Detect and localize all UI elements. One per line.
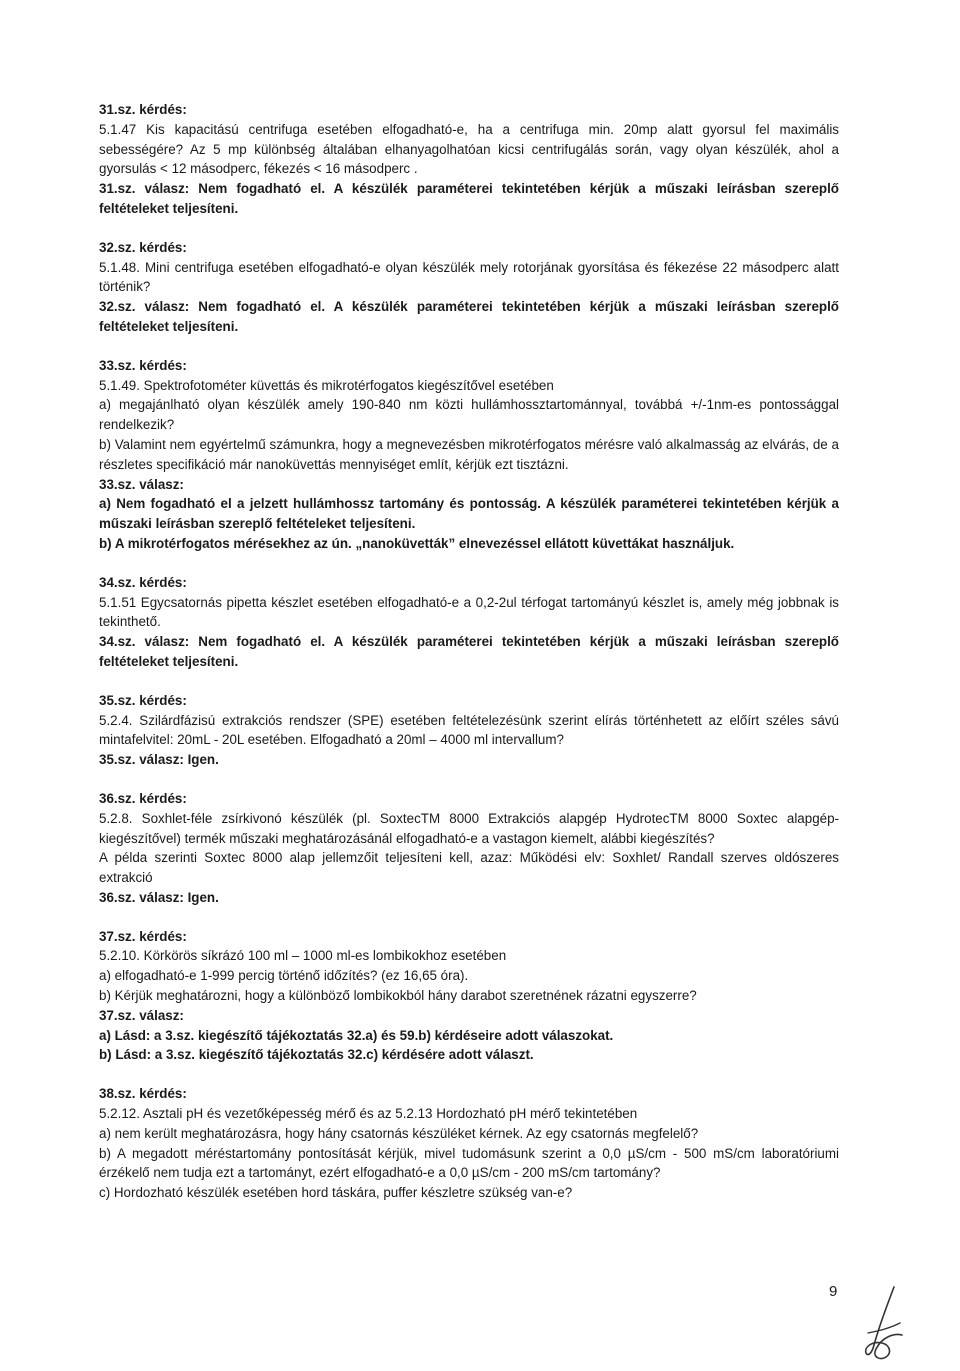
question-text-b: b) Kérjük meghatározni, hogy a különböző lombikokból hány darabot szeretnének rázatni egyszerre? bbox=[99, 988, 697, 1004]
qa-block-32 bbox=[99, 238, 839, 337]
question-text: 5.1.48. Mini centrifuga esetében elfogadható-e olyan készülék mely rotorjának gyorsítása és fékezése 22 másodperc alatt történik? bbox=[99, 259, 839, 295]
question-heading: 31.sz. kérdés: bbox=[99, 102, 187, 117]
question-text-b: b) A megadott méréstartomány pontosítását kérjük, mivel tudomásunk szerint a 0,0 µS/cm - 500 mS/cm laboratóriumi érzékelő nem tudja ezt a tartományt, ezért elfogadható-e a 0,0 µS/cm - 200 mS/cm tartomány? bbox=[99, 1145, 839, 1181]
question-text: 5.2.4. Szilárdfázisú extrakciós rendszer (SPE) esetében feltételezésünk szerint elírás történhetett az előírt széles sávú mintafelvitel: 20mL - 20L esetében. Elfogadható a 20ml – 4000 ml intervallum? bbox=[99, 712, 839, 748]
question-heading: 36.sz. kérdés: bbox=[99, 790, 187, 806]
question-text-example: A példa szerinti Soxtec 8000 alap jellemzőit teljesíteni kell, azaz: Működési elv: Soxhlet/ Randall szerves oldószeres extrakció bbox=[99, 850, 839, 886]
answer-text: 36.sz. válasz: Igen. bbox=[99, 889, 219, 905]
qa-block-35 bbox=[99, 691, 839, 770]
handwritten-signature bbox=[858, 1283, 908, 1363]
qa-block-34 bbox=[99, 573, 839, 672]
question-heading: 35.sz. kérdés: bbox=[99, 692, 187, 708]
question-text: 5.2.12. Asztali pH és vezetőképesség mérő és az 5.2.13 Hordozható pH mérő tekintetében bbox=[99, 1106, 638, 1122]
question-heading: 33.sz. kérdés: bbox=[99, 357, 187, 373]
question-text: 5.1.51 Egycsatornás pipetta készlet esetében elfogadható-e a 0,2-2ul térfogat tartományú készlet is, amely még jobbnak is tekinthető. bbox=[99, 594, 839, 630]
document-page bbox=[99, 100, 839, 1222]
answer-text: 32.sz. válasz: Nem fogadható el. A készülék paraméterei tekintetében kérjük a műszaki leírásban szereplő feltételeket teljesíteni. bbox=[99, 299, 839, 334]
question-heading: 34.sz. kérdés: bbox=[99, 574, 187, 590]
answer-text: 31.sz. válasz: Nem fogadható el. A készülék paraméterei tekintetében kérjük a műszaki leírásban szereplő feltételeket teljesíteni. bbox=[99, 181, 839, 216]
answer-text-a: a) Nem fogadható el a jelzett hullámhossz tartomány és pontosság. A készülék paraméterei tekintetében kérjük a műszaki leírásban szereplő feltételeket teljesíteni. bbox=[99, 496, 839, 532]
qa-block-38 bbox=[99, 1084, 839, 1203]
question-heading: 32.sz. kérdés: bbox=[99, 239, 187, 255]
answer-text: 34.sz. válasz: Nem fogadható el. A készülék paraméterei tekintetében kérjük a műszaki leírásban szereplő feltételeket teljesíteni. bbox=[99, 634, 839, 669]
question-text-b: b) Valamint nem egyértelmű számunkra, hogy a megnevezésben mikrotérfogatos mérésre való alkalmasság az elvárás, de a részletes specifikáció már nanoküvettás mennyiséget említ, kérjük ezt tisztázni. bbox=[99, 436, 839, 472]
answer-text-b: b) Lásd: a 3.sz. kiegészítő tájékoztatás 32.c) kérdésére adott választ. bbox=[99, 1047, 534, 1063]
question-text-c: c) Hordozható készülék esetében hord táskára, puffer készletre szükség van-e? bbox=[99, 1185, 573, 1201]
qa-block-36 bbox=[99, 789, 839, 908]
qa-block-37 bbox=[99, 927, 839, 1066]
answer-text-a: a) Lásd: a 3.sz. kiegészítő tájékoztatás 32.a) és 59.b) kérdéseire adott válaszokat. bbox=[99, 1027, 614, 1043]
question-heading: 38.sz. kérdés: bbox=[99, 1086, 187, 1102]
question-text-a: a) megajánlható olyan készülék amely 190-840 nm közti hullámhossztartománnyal, továbbá +/-1nm-es pontossággal rendelkezik? bbox=[99, 397, 839, 433]
answer-text-b: b) A mikrotérfogatos mérésekhez az ún. „nanoküvetták” elnevezéssel ellátott küvettákat használjuk. bbox=[99, 535, 735, 551]
page-number: 9 bbox=[829, 1283, 838, 1300]
question-text: 5.2.10. Körkörös síkrázó 100 ml – 1000 ml-es lombikokhoz esetében bbox=[99, 948, 507, 964]
question-text: 5.2.8. Soxhlet-féle zsírkivonó készülék (pl. SoxtecTM 8000 Extrakciós alapgép HydrotecTM 8000 Soxtec alapgép-kiegészítővel) termék műszaki meghatározásánál elfogadható-e a vastagon kiemelt, alábbi kiegészítés? bbox=[99, 810, 839, 846]
question-text: 5.1.47 Kis kapacitású centrifuga esetében elfogadható-e, ha a centrifuga min. 20mp alatt gyorsul fel maximális sebességére? Az 5 mp különbség általában elhanyagolhatóan kicsi centrifugálás során, vagy olyan készülék, ahol a gyorsulás < 12 másodperc, fékezés < 16 másodperc . bbox=[99, 121, 839, 177]
answer-heading: 37.sz. válasz: bbox=[99, 1007, 184, 1023]
qa-block-31 bbox=[99, 100, 839, 219]
answer-heading: 33.sz. válasz: bbox=[99, 476, 184, 492]
answer-text: 35.sz. válasz: Igen. bbox=[99, 752, 219, 768]
question-text: 5.1.49. Spektrofotométer küvettás és mikrotérfogatos kiegészítővel esetében bbox=[99, 377, 554, 393]
question-text-a: a) elfogadható-e 1-999 percig történő időzítés? (ez 16,65 óra). bbox=[99, 968, 469, 984]
question-text-a: a) nem került meghatározásra, hogy hány csatornás készüléket kérnek. Az egy csatornás megfelelő? bbox=[99, 1125, 699, 1141]
question-heading: 37.sz. kérdés: bbox=[99, 928, 187, 944]
qa-block-33 bbox=[99, 356, 839, 554]
